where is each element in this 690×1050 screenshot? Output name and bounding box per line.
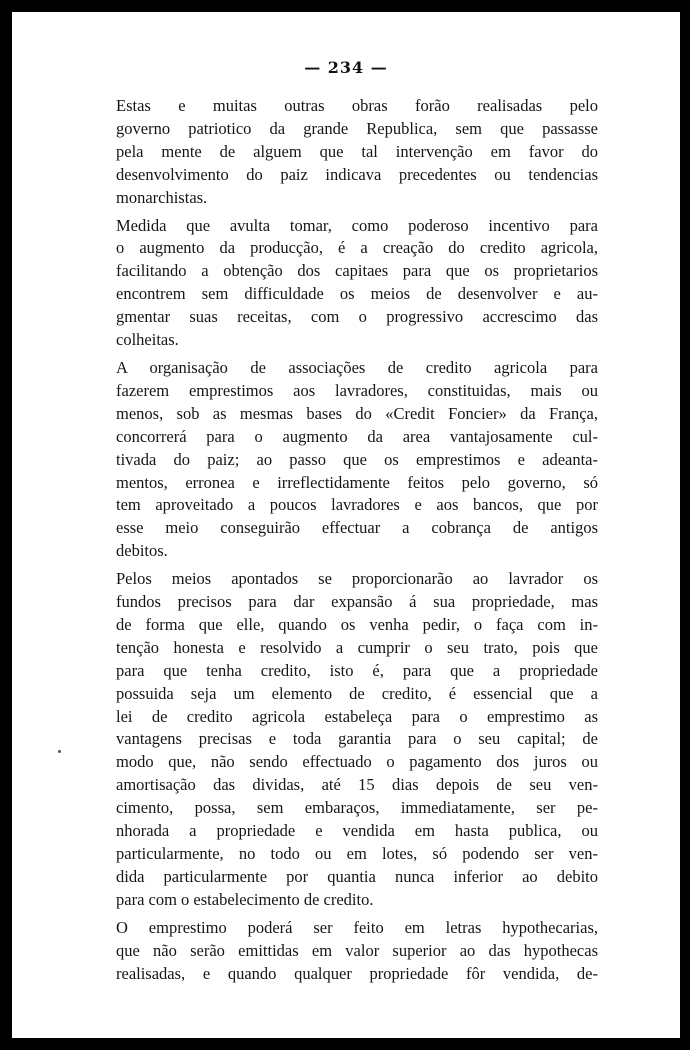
text-line: o augmento da producção, é a creação do credito agricola, bbox=[116, 238, 598, 258]
page-number: — 234 — bbox=[304, 58, 388, 77]
text-line: debitos. bbox=[116, 541, 168, 561]
text-line: governo patriotico da grande Republica, sem que passasse bbox=[116, 118, 598, 138]
text-line: encontrem sem difficuldade os meios de desenvolver e au- bbox=[116, 284, 598, 304]
text-line: para com o estabelecimento de credito. bbox=[116, 889, 374, 909]
paragraph-1 bbox=[88, 95, 598, 210]
paragraph-4 bbox=[88, 568, 598, 912]
text-line: Estas e muitas outras obras forão realisadas pelo bbox=[116, 96, 598, 115]
text-line: O emprestimo poderá ser feito em letras hypothecarias, bbox=[116, 917, 598, 937]
text-line: possuida seja um elemento de credito, é essencial que a bbox=[116, 683, 598, 703]
paragraph-5 bbox=[88, 917, 598, 986]
text-line: tivada do paiz; ao passo que os emprestimos e adeanta- bbox=[116, 449, 598, 469]
text-line: mentos, erronea e irreflectidamente feitos pelo governo, só bbox=[116, 472, 598, 492]
text-line: colheitas. bbox=[116, 330, 179, 350]
text-line: monarchistas. bbox=[116, 187, 208, 207]
text-line: concorrerá para o augmento da area vantajosamente cul- bbox=[116, 426, 598, 446]
text-line: desenvolvimento do paiz indicava precedentes ou tendencias bbox=[116, 164, 598, 184]
text-line: amortisação das dividas, até 15 dias depois de seu ven- bbox=[116, 775, 598, 795]
text-line: fundos precisos para dar expansão á sua propriedade, mas bbox=[116, 592, 598, 612]
text-line: Medida que avulta tomar, como poderoso incentivo para bbox=[116, 215, 598, 235]
text-line: Pelos meios apontados se proporcionarão ao lavrador os bbox=[116, 569, 598, 589]
text-line: pela mente de alguem que tal intervenção em favor do bbox=[116, 141, 598, 161]
text-line: tem aproveitado a poucos lavradores e aos bancos, que por bbox=[116, 495, 598, 515]
text-line: esse meio conseguirão effectuar a cobrança de antigos bbox=[116, 518, 598, 538]
text-line: fazerem emprestimos aos lavradores, constituidas, mais ou bbox=[116, 380, 598, 400]
text-line: particularmente, no todo ou em lotes, só podendo ser ven- bbox=[116, 844, 598, 863]
text-line: nhorada a propriedade e vendida em hasta publica, ou bbox=[116, 821, 598, 841]
text-line: cimento, possa, sem embaraços, immediatamente, ser pe- bbox=[116, 798, 598, 818]
text-line: para que tenha credito, isto é, para que a propriedade bbox=[116, 660, 598, 680]
book-page bbox=[12, 12, 680, 1038]
text-line: menos, sob as mesmas bases do «Credit Foncier» da França, bbox=[116, 403, 598, 423]
text-line: vantagens precisas e toda garantia para o seu capital; de bbox=[116, 729, 598, 749]
ink-speck bbox=[58, 750, 61, 753]
text-line: facilitando a obtenção dos capitaes para que os proprietarios bbox=[116, 261, 598, 281]
paragraph-2 bbox=[88, 215, 598, 352]
paragraph-3 bbox=[88, 357, 598, 563]
text-line: lei de credito agricola estabeleça para o emprestimo as bbox=[116, 706, 598, 726]
text-line: de forma que elle, quando os venha pedir, o faça com in- bbox=[116, 614, 598, 634]
text-line: A organisação de associações de credito agricola para bbox=[116, 357, 598, 377]
body-text bbox=[88, 95, 598, 985]
text-line: gmentar suas receitas, com o progressivo accrescimo das bbox=[116, 307, 598, 327]
text-line: dida particularmente por quantia nunca inferior ao debito bbox=[116, 866, 598, 886]
text-line: realisadas, e quando qualquer propriedade fôr vendida, de- bbox=[116, 963, 598, 983]
text-line: que não serão emittidas em valor superior ao das hypothecas bbox=[116, 940, 598, 960]
text-line: modo que, não sendo effectuado o pagamento dos juros ou bbox=[116, 752, 598, 772]
text-line: tenção honesta e resolvido a cumprir o seu trato, pois que bbox=[116, 637, 598, 657]
